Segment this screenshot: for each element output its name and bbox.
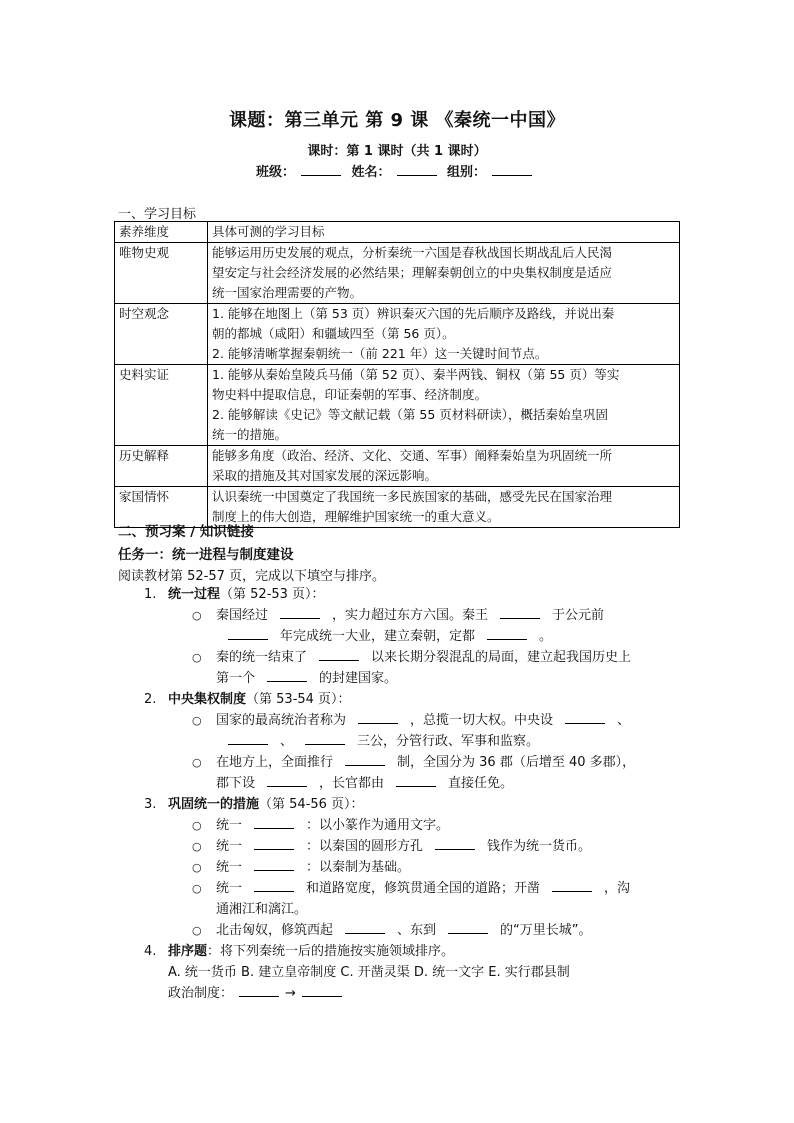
bullet-icon: ○ — [192, 861, 202, 874]
fill-text: 统一 — [216, 839, 243, 854]
fill-text: 于公元前 — [552, 608, 605, 623]
fill-text: ，总揽一切大权。中央设 — [410, 713, 554, 728]
fill-text: ，长官都由 — [319, 776, 385, 791]
question-pages: （第 54-56 页）： — [259, 797, 364, 812]
fill-item-continued — [216, 773, 513, 794]
goal-line: 1. 能够在地图上（第 53 页）辨识秦灭六国的先后顺序及路线，并说出秦 — [212, 306, 615, 321]
student-info-line — [0, 161, 794, 180]
goal-cell — [208, 446, 680, 487]
question-number: 1. — [144, 587, 157, 602]
answer-blank[interactable] — [500, 606, 540, 619]
fill-text: ：以秦国的圆形方孔 — [306, 839, 424, 854]
fill-item — [216, 605, 604, 626]
question-title — [168, 794, 364, 815]
fill-text: 钱作为统一货币。 — [487, 839, 592, 854]
question-text: ：将下列秦统一后的措施按实施领域排序。 — [207, 944, 455, 959]
question-pages: （第 52-53 页）： — [220, 587, 325, 602]
sort-answer-line — [168, 983, 348, 1004]
table-header-cell: 具体可测的学习目标 — [208, 222, 680, 243]
goal-line: 能够运用历史发展的观点，分析秦统一六国是春秋战国长期战乱后人民渴 — [212, 245, 613, 260]
bullet-icon: ○ — [192, 609, 202, 622]
question-number: 3. — [144, 797, 157, 812]
goal-cell — [208, 304, 680, 365]
bullet-icon: ○ — [192, 819, 202, 832]
goal-line: 1. 能够从秦始皇陵兵马俑（第 52 页）、秦半两钱、铜权（第 55 页）等实 — [212, 367, 620, 382]
class-label: 班级： — [255, 165, 295, 180]
lesson-period: 课时：第 1 课时（共 1 课时） — [307, 144, 487, 159]
question-pages: （第 53-54 页）： — [246, 692, 351, 707]
answer-blank[interactable] — [254, 858, 294, 871]
fill-text: 统一 — [216, 881, 243, 896]
fill-item-continued — [216, 899, 307, 920]
dimension-cell: 时空观念 — [115, 304, 208, 365]
table-row — [115, 243, 680, 304]
answer-blank[interactable] — [228, 732, 268, 745]
goal-cell — [208, 365, 680, 446]
question-title — [168, 689, 351, 710]
task-heading: 任务一：统一进程与制度建设 — [118, 547, 294, 563]
goal-line: 2. 能够清晰掌握秦朝统一（前 221 年）这一关键时间节点。 — [212, 346, 548, 361]
answer-blank[interactable] — [267, 669, 307, 682]
goal-line: 2. 能够解读《史记》等文献记载（第 55 页材料研读），概括秦始皇巩固 — [212, 407, 609, 422]
name-blank[interactable] — [397, 163, 437, 176]
goal-cell — [208, 487, 680, 528]
fill-text: 第一个 — [216, 671, 256, 686]
question-number: 4. — [144, 944, 157, 959]
bullet-icon: ○ — [192, 714, 202, 727]
dimension-cell: 历史解释 — [115, 446, 208, 487]
fill-item — [216, 857, 410, 878]
fill-text: 以来长期分裂混乱的局面，建立起我国历史上 — [371, 650, 632, 665]
table-row — [115, 365, 680, 446]
question-heading: 巩固统一的措施 — [168, 797, 260, 812]
fill-text: 。 — [539, 629, 553, 644]
fill-item — [216, 752, 635, 773]
goal-line: 朝的都城（咸阳）和疆域四至（第 56 页）。 — [212, 326, 455, 341]
fill-text: 统一 — [216, 818, 243, 833]
fill-text: 秦的统一结束了 — [216, 650, 308, 665]
bullet-icon: ○ — [192, 840, 202, 853]
answer-blank[interactable] — [435, 837, 475, 850]
arrow-icon: → — [285, 986, 296, 1001]
fill-text: 通湘江和漓江。 — [216, 902, 308, 917]
fill-item — [216, 878, 630, 899]
section-heading-preview: 二、预习案 / 知识链接 — [118, 524, 254, 540]
fill-text: 统一 — [216, 860, 243, 875]
answer-blank[interactable] — [302, 984, 342, 997]
goal-cell — [208, 243, 680, 304]
goal-line: 统一的措施。 — [212, 427, 288, 442]
fill-text: 和道路宽度，修筑贯通全国的道路；开凿 — [306, 881, 541, 896]
goal-line: 物史料中提取信息，印证秦朝的军事、经济制度。 — [212, 387, 488, 402]
goal-line: 望安定与社会经济发展的必然结果；理解秦朝创立的中央集权制度是适应 — [212, 265, 613, 280]
goal-line: 制度上的伟大创造，理解维护国家统一的重大意义。 — [212, 509, 500, 524]
answer-blank[interactable] — [305, 732, 345, 745]
fill-text: 、 — [617, 713, 631, 728]
dimension-cell: 唯物史观 — [115, 243, 208, 304]
answer-blank[interactable] — [345, 921, 385, 934]
page-title: 课题：第三单元 第 9 课 《秦统一中国》 — [228, 110, 566, 131]
answer-blank[interactable] — [254, 837, 294, 850]
goal-line: 认识秦统一中国奠定了我国统一多民族国家的基础，感受先民在国家治理 — [212, 489, 613, 504]
group-label: 组别： — [447, 165, 487, 180]
fill-text: 国家的最高统治者称为 — [216, 713, 347, 728]
fill-text: 的“万里长城”。 — [500, 923, 592, 938]
answer-blank[interactable] — [552, 879, 592, 892]
sort-options: A. 统一货币 B. 建立皇帝制度 C. 开凿灵渠 D. 统一文字 E. 实行郡县制 — [168, 965, 570, 980]
fill-text: ，实力超过东方六国。秦王 — [332, 608, 489, 623]
answer-blank[interactable] — [254, 879, 294, 892]
answer-blank[interactable] — [396, 774, 436, 787]
answer-blank[interactable] — [487, 627, 527, 640]
goal-line: 采取的措施及其对国家发展的深远影响。 — [212, 468, 438, 483]
section-heading-objectives: 一、学习目标 — [118, 207, 197, 222]
question-title — [168, 584, 325, 605]
fill-item-continued — [216, 626, 552, 647]
question-heading: 统一过程 — [168, 587, 221, 602]
answer-blank[interactable] — [565, 711, 605, 724]
fill-text: 直接任免。 — [448, 776, 514, 791]
objectives-table — [114, 221, 680, 528]
fill-item — [216, 920, 592, 941]
answer-blank[interactable] — [254, 816, 294, 829]
fill-text: 制，全国分为 36 郡（后增至 40 多郡）， — [397, 755, 636, 770]
group-blank[interactable] — [492, 163, 532, 176]
answer-blank[interactable] — [280, 606, 320, 619]
bullet-icon: ○ — [192, 882, 202, 895]
fill-text: 北击匈奴，修筑西起 — [216, 923, 334, 938]
table-row — [115, 446, 680, 487]
dimension-cell: 史料实证 — [115, 365, 208, 446]
goal-line: 能够多角度（政治、经济、文化、交通、军事）阐释秦始皇为巩固统一所 — [212, 448, 613, 463]
bullet-icon: ○ — [192, 756, 202, 769]
question-heading: 中央集权制度 — [168, 692, 247, 707]
question-number: 2. — [144, 692, 157, 707]
answer-blank[interactable] — [228, 627, 268, 640]
name-label: 姓名： — [351, 165, 391, 180]
fill-item — [216, 647, 631, 668]
dimension-cell: 家国情怀 — [115, 487, 208, 528]
fill-text: 、东到 — [397, 923, 437, 938]
goal-line: 统一国家治理需要的产物。 — [212, 285, 363, 300]
fill-item — [216, 836, 591, 857]
answer-blank[interactable] — [448, 921, 488, 934]
question-title — [168, 941, 454, 962]
fill-text: 郡下设 — [216, 776, 256, 791]
fill-text: 年完成统一大业，建立秦朝，定都 — [280, 629, 476, 644]
fill-item-continued — [216, 731, 539, 752]
answer-blank[interactable] — [358, 711, 398, 724]
task-intro: 阅读教材第 52-57 页，完成以下填空与排序。 — [118, 569, 386, 584]
fill-text: 的封建国家。 — [319, 671, 398, 686]
fill-text: ，沟 — [604, 881, 631, 896]
fill-text: 、 — [280, 734, 294, 749]
fill-text: ：以秦制为基础。 — [306, 860, 411, 875]
table-header-cell: 素养维度 — [115, 222, 208, 243]
answer-blank[interactable] — [345, 753, 385, 766]
answer-blank[interactable] — [319, 648, 359, 661]
sort-label: 政治制度： — [168, 986, 234, 1001]
class-blank[interactable] — [301, 163, 341, 176]
fill-item-continued — [216, 668, 397, 689]
fill-text: ：以小篆作为通用文字。 — [306, 818, 450, 833]
question-heading: 排序题 — [168, 944, 208, 959]
fill-item — [216, 815, 449, 836]
table-row — [115, 304, 680, 365]
table-header-row — [115, 222, 680, 243]
fill-text: 三公，分管行政、军事和监察。 — [357, 734, 540, 749]
bullet-icon: ○ — [192, 651, 202, 664]
fill-item — [216, 710, 630, 731]
bullet-icon: ○ — [192, 924, 202, 937]
answer-blank[interactable] — [239, 984, 279, 997]
fill-text: 秦国经过 — [216, 608, 269, 623]
answer-blank[interactable] — [267, 774, 307, 787]
fill-text: 在地方上，全面推行 — [216, 755, 334, 770]
